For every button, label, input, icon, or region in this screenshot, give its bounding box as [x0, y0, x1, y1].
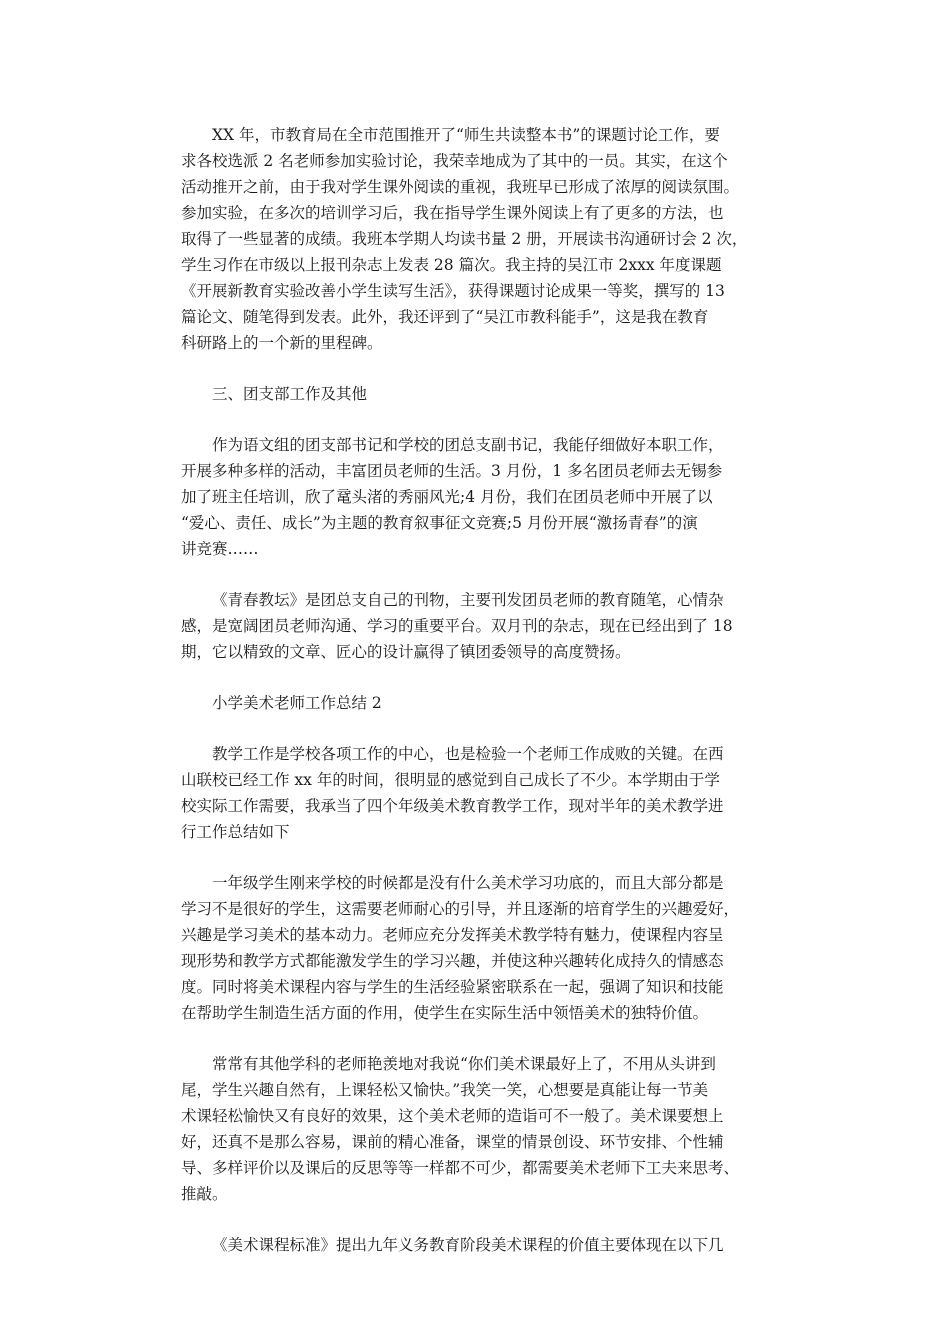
text-line: 行工作总结如下 [181, 823, 290, 841]
heading-text: 三、团支部工作及其他 [212, 385, 368, 403]
paragraph-league-activities [181, 432, 781, 562]
text-line: 《开展新教育实验改善小学生读写生活》，获得课题讨论成果一等奖，撰写的 13 [181, 282, 725, 300]
heading-text: 小学美术老师工作总结 2 [212, 694, 382, 712]
section-heading-art-summary [181, 690, 781, 716]
paragraph-art-class-preparation [181, 1051, 781, 1207]
text-line: 校实际工作需要，我承当了四个年级美术教育教学工作，现对半年的美术教学进 [181, 797, 724, 815]
text-line: 好，还真不是那么容易，课前的精心准备，课堂的情景创设、环节安排、个性辅 [181, 1133, 724, 1151]
text-line: 教学工作是学校各项工作的中心，也是检验一个老师工作成败的关键。在西 [212, 745, 724, 763]
paragraph-curriculum-standard [181, 1232, 781, 1258]
text-line: 一年级学生刚来学校的时候都是没有什么美术学习功底的，而且大部分都是 [212, 874, 724, 892]
text-line: XX 年，市教育局在全市范围推开了“师生共读整本书”的课题讨论工作，要 [212, 126, 720, 144]
text-line: 感，是宽阔团员老师沟通、学习的重要平台。双月刊的杂志，现在已经出到了 18 [181, 617, 733, 635]
text-line: 取得了一些显著的成绩。我班本学期人均读书量 2 册，开展读书沟通研讨会 2 次， [181, 230, 748, 248]
text-line: 导、多样评价以及课后的反思等等一样都不可少，都需要美术老师下工夫来思考、 [181, 1159, 740, 1177]
text-line: 讲竞赛…… [181, 540, 259, 558]
text-line: 《青春教坛》是团总支自己的刊物，主要刊发团员老师的教育随笔，心情杂 [212, 591, 724, 609]
text-line: 科研路上的一个新的里程碑。 [181, 334, 383, 352]
text-line: 在帮助学生制造生活方面的作用，使学生在实际生活中领悟美术的独特价值。 [181, 1004, 709, 1022]
text-line: 活动推开之前，由于我对学生课外阅读的重视，我班早已形成了浓厚的阅读氛围。 [181, 178, 740, 196]
text-line: 现形势和教学方式都能激发学生的学习兴趣，并使这种兴趣转化成持久的情感态 [181, 952, 724, 970]
text-line: 篇论文、随笔得到发表。此外，我还评到了“吴江市教科能手”，这是我在教育 [181, 308, 709, 326]
paragraph-teaching-intro [181, 741, 781, 845]
text-line: 度。同时将美术课程内容与学生的生活经验紧密联系在一起，强调了知识和技能 [181, 978, 724, 996]
paragraph-research-achievements [181, 122, 781, 356]
text-line: 尾，学生兴趣自然有，上课轻松又愉快。”我笑一笑，心想要是真能让每一节美 [181, 1081, 709, 1099]
section-heading-youth-league [181, 381, 781, 407]
text-line: 开展多种多样的活动，丰富团员老师的生活。3 月份，1 多名团员老师去无锡参 [181, 462, 723, 480]
text-line: 求各校选派 2 名老师参加实验讨论，我荣幸地成为了其中的一员。其实，在这个 [181, 152, 728, 170]
text-line: 常常有其他学科的老师艳羡地对我说“你们美术课最好上了，不用从头讲到 [212, 1055, 716, 1073]
text-line: 推敲。 [181, 1185, 228, 1203]
text-line: 作为语文组的团支部书记和学校的团总支副书记，我能仔细做好本职工作， [212, 436, 724, 454]
text-line: 参加实验，在多次的培训学习后，我在指导学生课外阅读上有了更多的方法，也 [181, 204, 724, 222]
paragraph-youth-forum [181, 587, 781, 665]
text-line: 术课轻松愉快又有良好的效果，这个美术老师的造诣可不一般了。美术课要想上 [181, 1107, 724, 1125]
text-line: 山联校已经工作 xx 年的时间，很明显的感觉到自己成长了不少。本学期由于学 [181, 771, 720, 789]
text-line: “爱心、责任、成长”为主题的教育叙事征文竞赛;5 月份开展“激扬青春”的演 [181, 514, 698, 532]
text-line: 《美术课程标准》提出九年义务教育阶段美术课程的价值主要体现在以下几 [212, 1236, 724, 1254]
text-line: 学习不是很好的学生，这需要老师耐心的引导，并且逐渐的培育学生的兴趣爱好， [181, 900, 740, 918]
text-line: 学生习作在市级以上报刊杂志上发表 28 篇次。我主持的吴江市 2xxx 年度课题 [181, 256, 722, 274]
paragraph-first-grade [181, 870, 781, 1026]
text-line: 兴趣是学习美术的基本动力。老师应充分发挥美术教学特有魅力，使课程内容呈 [181, 926, 724, 944]
document-body [181, 122, 781, 1258]
text-line: 加了班主任培训，欣了鼋头渚的秀丽风光;4 月份，我们在团员老师中开展了以 [181, 488, 713, 506]
text-line: 期，它以精致的文章、匠心的设计赢得了镇团委领导的高度赞扬。 [181, 643, 631, 661]
